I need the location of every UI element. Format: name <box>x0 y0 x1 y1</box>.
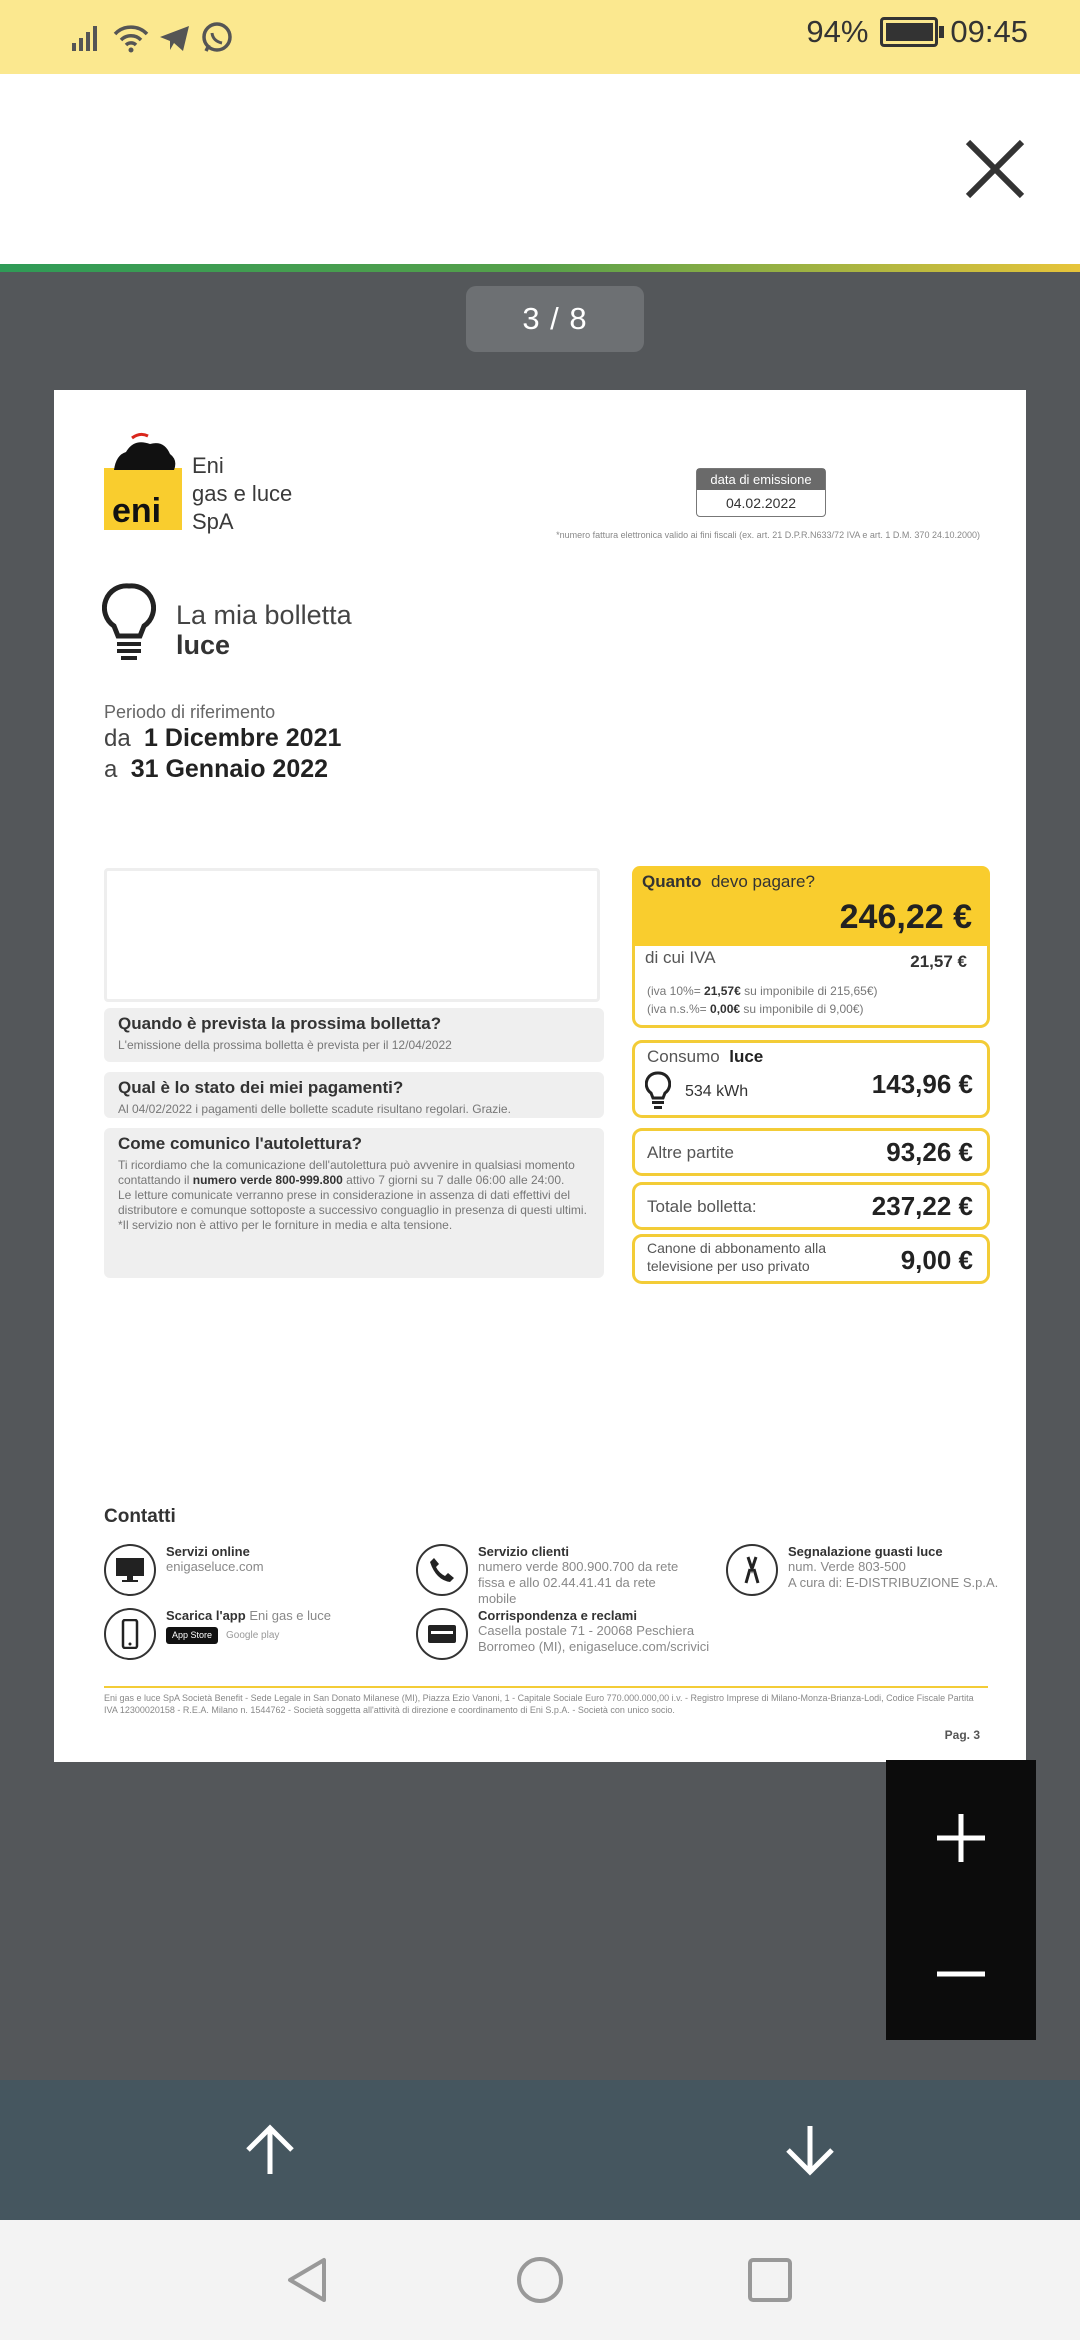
consumption-label <box>647 1047 763 1067</box>
contact-title: Segnalazione guasti luce <box>788 1544 943 1559</box>
contact-customer-service <box>416 1544 696 1607</box>
vat-detail-2c: su imponibile di 9,00€) <box>743 1002 864 1016</box>
total-label: Totale bolletta: <box>647 1197 757 1216</box>
faq-self-reading <box>104 1128 604 1278</box>
status-bar <box>0 0 1080 74</box>
contact-fault-report <box>726 1544 1006 1596</box>
whatsapp-icon <box>200 21 234 55</box>
consumption-value: 143,96 € <box>871 1069 973 1099</box>
legal-footer: Eni gas e luce SpA Società Benefit - Sede Legale in San Donato Milanese (MI), Piazza Ezio Vanoni, 1 - Capitale Sociale Euro 770.000.000,00 i.v. - Registro Imprese di Milano-Monza-Brianza-Lodi, Codice Fiscale Partita IVA 12300020158 - R.E.A. Milano n. 1544762 - Società soggetta all'attività di direzione e coordinamento di Eni S.p.A. - Società con unico socio. <box>104 1686 988 1716</box>
emission-date: 04.02.2022 <box>725 495 797 511</box>
period-to <box>104 754 341 785</box>
faq-title: Quando è prevista la prossima bolletta? <box>118 1014 442 1033</box>
status-right <box>806 14 1028 50</box>
bill-title <box>176 600 352 660</box>
contacts-title: Contatti <box>104 1506 176 1527</box>
previous-page-button[interactable] <box>240 2120 300 2180</box>
zoom-controls <box>886 1760 1036 2040</box>
consumption-box <box>632 1040 990 1118</box>
reference-period <box>104 702 341 785</box>
contact-text-2: A cura di: E-DISTRIBUZIONE S.p.A. <box>788 1575 999 1590</box>
contact-text: Casella postale 71 - 20068 Peschiera Borromeo (MI), enigaseluce.com/scrivici <box>478 1623 710 1654</box>
total-value: 237,22 € <box>871 1191 973 1221</box>
company-line-1: Eni <box>192 453 224 478</box>
consumption-kwh: 534 kWh <box>685 1083 749 1100</box>
emission-label: data di emissione <box>697 469 825 490</box>
period-to-date: 31 Gennaio 2022 <box>130 755 329 783</box>
consumption-label-text: Consumo <box>647 1047 720 1066</box>
contact-text: num. Verde 803-500 <box>788 1559 906 1574</box>
vat-detail-1a: (iva 10%= <box>647 984 701 998</box>
zoom-in-button[interactable] <box>931 1808 991 1868</box>
vat-detail-1c: su imponibile di 215,65€) <box>744 984 878 998</box>
amount-due-value: 246,22 € <box>839 898 972 936</box>
vat-row <box>645 948 975 971</box>
logo-text: eni <box>112 492 162 530</box>
bill-title-line-2: luce <box>176 630 231 660</box>
contact-app-text <box>166 1608 331 1660</box>
contact-customer-service-text <box>478 1544 696 1607</box>
vat-label: di cui IVA <box>645 948 716 967</box>
contact-text: numero verde 800.900.700 da rete fissa e allo 02.44.41.41 da rete mobile <box>478 1559 679 1606</box>
app-label: Scarica l'app <box>166 1608 246 1623</box>
period-from <box>104 723 341 754</box>
faq-title: Qual è lo stato dei miei pagamenti? <box>118 1078 404 1097</box>
vat-box <box>632 946 990 1028</box>
vat-value: 21,57 € <box>910 952 967 971</box>
period-to-prefix: a <box>104 756 118 783</box>
company-line-3: SpA <box>192 509 234 534</box>
accent-divider <box>0 264 1080 272</box>
smartphone-icon <box>104 1608 156 1660</box>
small-bulb-icon <box>645 1071 671 1111</box>
page-number: Pag. 3 <box>944 1728 980 1742</box>
back-icon[interactable] <box>284 2256 332 2304</box>
period-from-prefix: da <box>104 725 131 752</box>
fine-print-top: *numero fattura elettronica valido ai fini fiscali (ex. art. 21 D.P.R.N633/72 IVA e art. 1 D.M. 370 24.10.2000) <box>556 530 980 540</box>
total-box <box>632 1182 990 1230</box>
contact-app <box>104 1608 331 1660</box>
next-page-button[interactable] <box>780 2120 840 2180</box>
contact-online-text <box>166 1544 264 1596</box>
google-play-badge[interactable]: Google play <box>226 1630 280 1641</box>
faq-payments <box>104 1072 604 1118</box>
period-from-date: 1 Dicembre 2021 <box>144 724 342 752</box>
contact-title <box>166 1608 331 1623</box>
faq-desc-a: Ti ricordiamo che la comunicazione dell'autolettura può avvenire in qualsiasi momento contattando il <box>118 1158 575 1187</box>
clock: 09:45 <box>950 14 1028 49</box>
faq-next-bill <box>104 1008 604 1062</box>
contact-online <box>104 1544 264 1596</box>
consumption-type: luce <box>729 1047 764 1066</box>
battery-percent: 94% <box>806 14 869 49</box>
other-items-box <box>632 1128 990 1176</box>
faq-desc-c: Le letture comunicate verranno prese in considerazione in assenza di dati effettivi del distributore e comunque sottoposte a successivo conguaglio in presenza di questi ultimi. <box>118 1188 587 1217</box>
card-icon <box>416 1608 468 1660</box>
app-name: Eni gas e luce <box>249 1608 331 1623</box>
other-items-label: Altre partite <box>647 1143 734 1162</box>
monitor-icon <box>104 1544 156 1596</box>
period-label: Periodo di riferimento <box>104 702 276 722</box>
wifi-icon <box>112 23 150 53</box>
telegram-icon <box>158 23 192 53</box>
document-page <box>54 390 1026 1762</box>
vat-detail-1b: 21,57€ <box>704 984 741 998</box>
amount-due-label <box>642 872 815 892</box>
zoom-out-button[interactable] <box>931 1944 991 2004</box>
vat-detail <box>647 982 878 1018</box>
app-store-badge[interactable]: App Store <box>166 1627 218 1644</box>
contact-fault-report-text <box>788 1544 998 1596</box>
faq-desc-b: attivo 7 giorni su 7 dalle 06:00 alle 24:00. <box>346 1173 565 1187</box>
close-button[interactable] <box>950 124 1040 214</box>
status-icons <box>70 18 234 58</box>
battery-icon <box>880 17 938 47</box>
company-name <box>192 452 292 536</box>
faq-title: Come comunico l'autolettura? <box>118 1134 362 1153</box>
vat-detail-2b: 0,00€ <box>710 1002 741 1016</box>
light-bulb-icon <box>102 582 156 662</box>
company-line-2: gas e luce <box>192 481 293 506</box>
contact-title: Servizio clienti <box>478 1544 570 1559</box>
toll-free-number: numero verde 800-999.800 <box>192 1173 343 1187</box>
contact-title: Corrispondenza e reclami <box>478 1608 637 1623</box>
store-badges <box>166 1627 331 1644</box>
system-navigation-bar <box>0 2220 1080 2340</box>
tv-fee-box <box>632 1234 990 1284</box>
faq-desc-d: *Il servizio non è attivo per le forniture in media e alta tensione. <box>118 1218 453 1232</box>
eni-logo <box>104 430 182 530</box>
faq-desc: L'emissione della prossima bolletta è prevista per il 12/04/2022 <box>118 1038 452 1052</box>
tv-fee-value: 9,00 € <box>900 1245 973 1275</box>
phone-icon <box>416 1544 468 1596</box>
amount-due-label-bold: Quanto <box>642 872 702 891</box>
amount-due-header <box>632 866 990 946</box>
page-indicator: 3 / 8 <box>466 286 644 352</box>
vat-detail-2a: (iva n.s.%= <box>647 1002 707 1016</box>
viewer-top-bar <box>0 74 1080 264</box>
bill-title-line-1: La mia bolletta <box>176 600 352 630</box>
contact-mail-text <box>478 1608 716 1660</box>
contact-text[interactable]: enigaseluce.com <box>166 1559 264 1574</box>
faq-desc: Al 04/02/2022 i pagamenti delle bollette scadute risultano regolari. Grazie. <box>118 1102 511 1116</box>
emission-date-box <box>696 468 826 517</box>
home-icon[interactable] <box>516 2256 564 2304</box>
tv-fee-label: Canone di abbonamento alla televisione per uso privato <box>647 1240 827 1274</box>
contact-mail <box>416 1608 716 1660</box>
faq-desc <box>118 1158 590 1233</box>
amount-due-label-rest: devo pagare? <box>710 872 815 891</box>
pliers-icon <box>726 1544 778 1596</box>
recents-icon[interactable] <box>746 2256 794 2304</box>
contact-title: Servizi online <box>166 1544 250 1559</box>
signal-icon <box>70 23 104 53</box>
other-items-value: 93,26 € <box>886 1137 973 1167</box>
page-navigation-bar <box>0 2080 1080 2220</box>
empty-box <box>104 868 600 1002</box>
